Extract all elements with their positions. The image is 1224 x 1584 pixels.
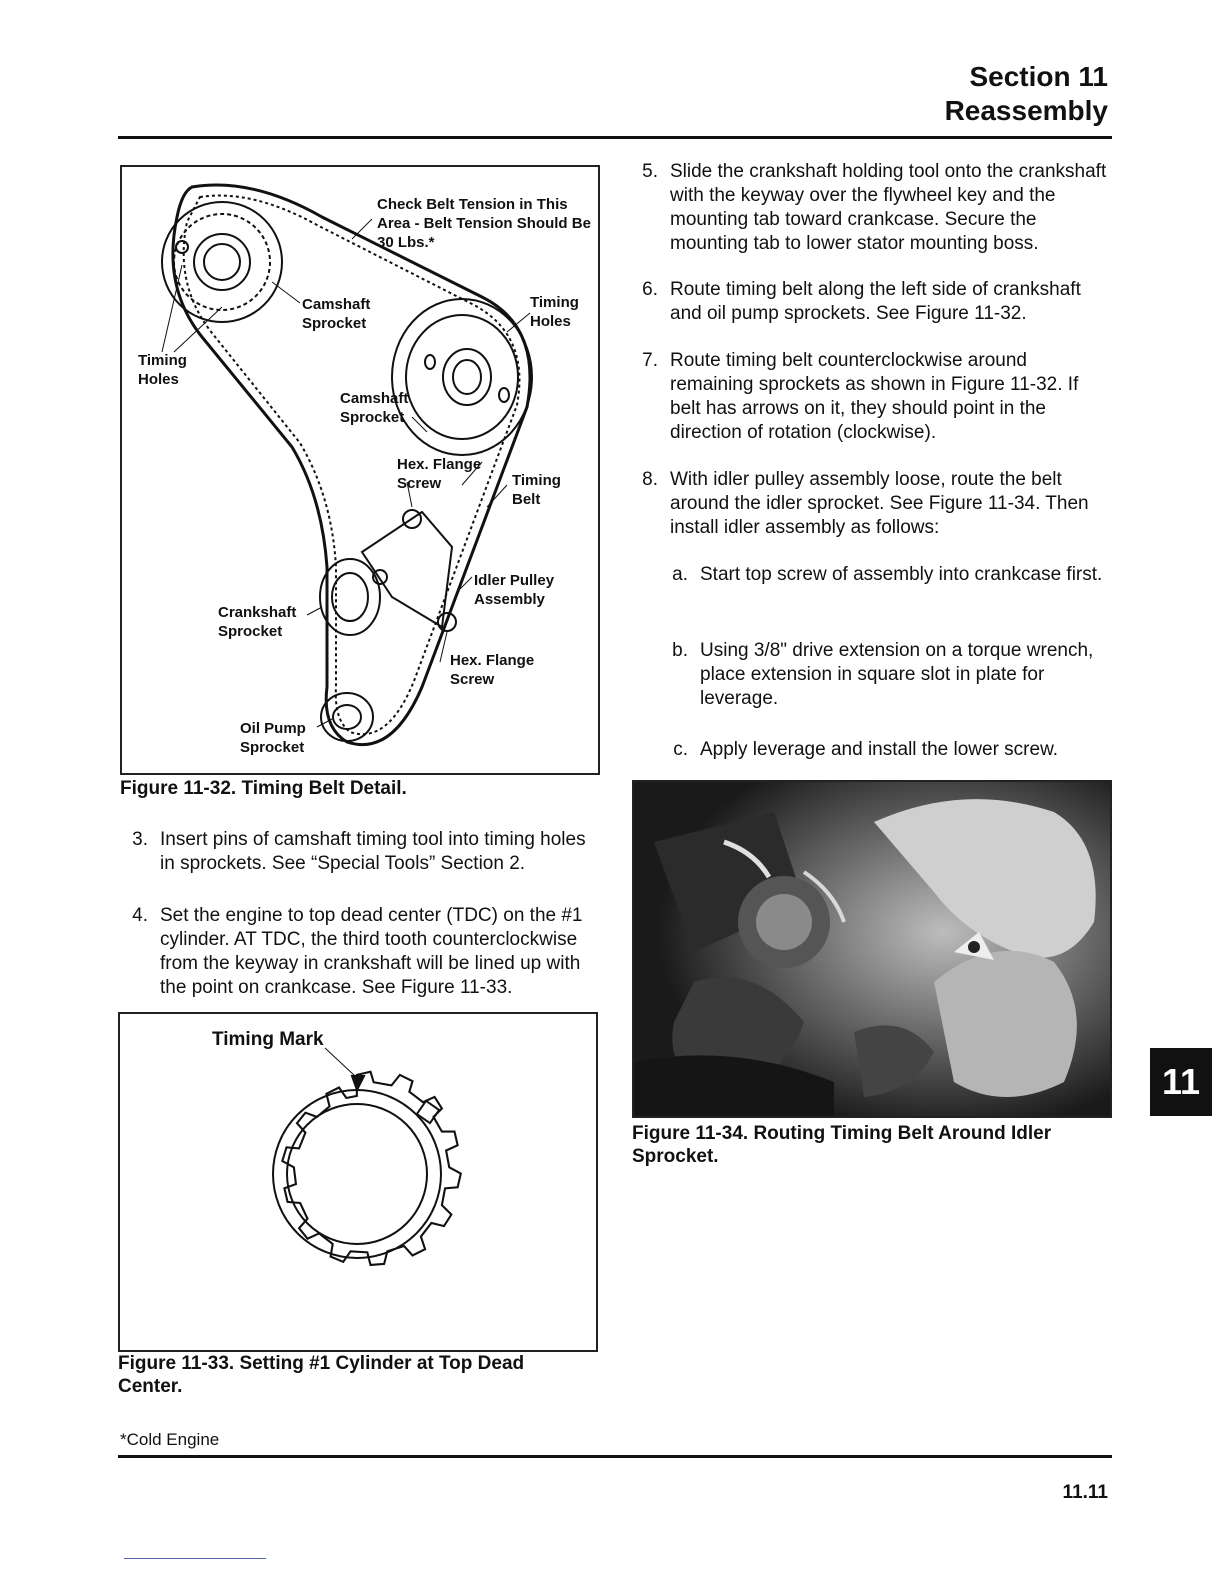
page-number: 11.11 xyxy=(1062,1482,1108,1503)
step-text: Slide the crankshaft holding tool onto the crankshaft with the keyway over the flywheel key and the mounting tab toward crankcase. Secure the mounting tab to lower stator mounting boss. xyxy=(670,161,1107,254)
label-timing-mark: Timing Mark xyxy=(212,1029,324,1050)
step-text: Route timing belt along the left side of crankshaft and oil pump sprockets. See Figure 11-32. xyxy=(670,279,1081,324)
substep-text: Using 3/8" drive extension on a torque wrench, place extension in square slot in plate for leverage. xyxy=(700,640,1094,709)
label-timing-holes-left: Timing Holes xyxy=(138,352,187,388)
step-number: 7. xyxy=(642,350,658,371)
substep-a xyxy=(666,563,1116,613)
step-number: 5. xyxy=(642,161,658,182)
flywheel-tooth-diagram xyxy=(120,1014,596,1350)
step-number: 6. xyxy=(642,279,658,300)
substep-text: Start top screw of assembly into crankcase first. xyxy=(700,564,1103,585)
step-text: Insert pins of camshaft timing tool into timing holes in sprockets. See “Special Tools” Section 2. xyxy=(160,829,586,874)
step-number: 4. xyxy=(132,905,148,926)
step-text: Route timing belt counterclockwise around remaining sprockets as shown in Figure 11-32. If belt has arrows on it, they should point in the direction of rotation (clockwise). xyxy=(670,350,1079,443)
step-6 xyxy=(636,278,1116,328)
figure-top-dead-center xyxy=(118,1012,598,1352)
step-8 xyxy=(636,468,1116,542)
label-idler-pulley-assembly: Idler Pulley Assembly xyxy=(474,572,555,608)
label-camshaft-sprocket-mid: Camshaft Sprocket xyxy=(340,390,409,426)
substep-b xyxy=(666,639,1116,713)
step-number: 3. xyxy=(132,829,148,850)
substep-letter: a. xyxy=(672,564,688,585)
label-hex-flange-screw-bottom: Hex. Flange Screw xyxy=(450,652,535,688)
header-rule xyxy=(118,136,1112,139)
substep-letter: b. xyxy=(672,640,688,661)
section-title: Reassembly xyxy=(944,95,1108,126)
figure-34-caption: Figure 11-34. Routing Timing Belt Around Idler Sprocket. xyxy=(632,1123,1052,1167)
step-text: Set the engine to top dead center (TDC) on the #1 cylinder. AT TDC, the third tooth counterclockwise from the keyway in crankshaft will be lined up with the point on crankcase. See Figure 11-33. xyxy=(160,905,583,998)
figure-33-caption: Figure 11-33. Setting #1 Cylinder at Top Dead Center. xyxy=(118,1353,525,1397)
step-5 xyxy=(636,160,1116,258)
label-oil-pump-sprocket: Oil Pump Sprocket xyxy=(240,720,306,756)
bottom-mark xyxy=(124,1558,266,1559)
label-camshaft-sprocket-top: Camshaft Sprocket xyxy=(302,296,371,332)
label-belt-tension: Check Belt Tension in This Area - Belt Tension Should Be 30 Lbs.* xyxy=(377,196,591,251)
engine-photo xyxy=(634,782,1110,1116)
label-crankshaft-sprocket: Crankshaft Sprocket xyxy=(218,604,297,640)
figure-32-caption: Figure 11-32. Timing Belt Detail. xyxy=(120,778,407,799)
label-hex-flange-screw-top: Hex. Flange Screw xyxy=(397,456,482,492)
section-tab: 11 xyxy=(1150,1048,1212,1116)
step-7 xyxy=(636,349,1116,447)
step-3 xyxy=(126,828,606,880)
step-4 xyxy=(126,904,606,1004)
label-timing-belt: Timing Belt xyxy=(512,472,561,508)
section-number: Section 11 xyxy=(969,61,1108,92)
substep-letter: c. xyxy=(673,739,688,760)
footer-rule xyxy=(118,1455,1112,1458)
footnote: *Cold Engine xyxy=(120,1430,220,1449)
step-number: 8. xyxy=(642,469,658,490)
figure-timing-belt-detail xyxy=(120,165,600,775)
figure-routing-belt-photo xyxy=(632,780,1112,1118)
step-text: With idler pulley assembly loose, route the belt around the idler sprocket. See Figure 11-34. Then install idler assembly as follows: xyxy=(670,469,1089,538)
substep-c xyxy=(666,738,1116,764)
label-timing-holes-right: Timing Holes xyxy=(530,294,579,330)
substep-text: Apply leverage and install the lower screw. xyxy=(700,739,1059,760)
